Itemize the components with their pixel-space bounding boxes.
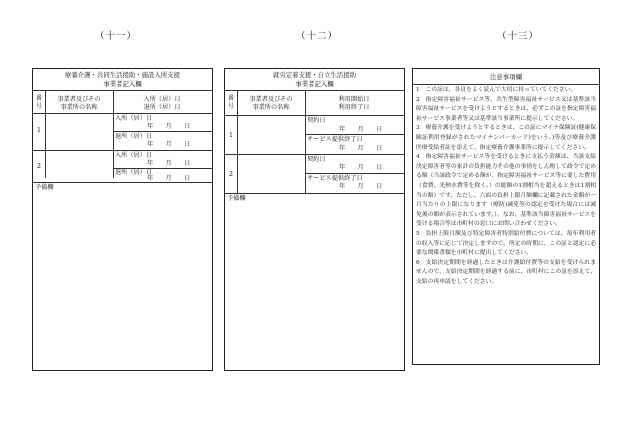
panel-11 bbox=[32, 68, 213, 371]
notes-list bbox=[416, 86, 596, 287]
panel-12-col-in: 利用開始日 bbox=[338, 96, 370, 103]
panel-11-row2-in-date: 年 月 日 bbox=[147, 160, 191, 167]
panel-12-row2-in: 契約日 bbox=[307, 156, 326, 163]
panel-12 bbox=[224, 68, 405, 371]
panel-11-col-name-1: 事業者及びその bbox=[57, 96, 101, 103]
panel-11-col-out: 退所（居）日 bbox=[143, 104, 181, 111]
panel-13 bbox=[412, 68, 600, 365]
panel-11-row1-in-date: 年 月 日 bbox=[147, 123, 191, 130]
panel-12-number: （十二） bbox=[296, 31, 339, 42]
panel-11-col-in: 入所（居）日 bbox=[143, 96, 181, 103]
panel-11-row2-out-date: 年 月 日 bbox=[147, 175, 191, 182]
note-3: 3 療養介護を受けようとするときは、この証にマイナ保険証(健康保険証利用登録がされたマイナンバーカード)をいう。)等及び療養介護医療受給者証を添えて、指定療養介護事業所に提示してください。 bbox=[416, 125, 596, 151]
panel-11-row2-out: 退所（居）日 bbox=[115, 169, 153, 176]
note-2: 2 指定障害福祉サービス等、共生型障害福祉サービス又は基準該当障害福祉サービスを受けようとするときは、必ずこの証を指定障害福祉サービス事業者等又は基準該当事業所に提示してください。 bbox=[416, 96, 596, 122]
panel-11-title-line2: 事業者記入欄 bbox=[103, 80, 142, 88]
panel-12-row1-in-date: 年 月 日 bbox=[339, 126, 383, 133]
panel-12-row2-no: 2 bbox=[229, 171, 233, 178]
panel-11-col-name-2: 事業所の名称 bbox=[60, 104, 98, 111]
panel-12-col-num: 番号 bbox=[227, 95, 235, 110]
panel-11-row1-out-date: 年 月 日 bbox=[147, 141, 191, 148]
panel-11-number: （十一） bbox=[95, 31, 138, 42]
panel-12-col-name-2: 事業所の名称 bbox=[252, 104, 290, 111]
panel-12-title-line1: 就労定着支援・自立生活援助 bbox=[272, 71, 357, 79]
note-1: 1 この証は、各頁をよく読んで大切に持っていてください。 bbox=[416, 87, 577, 93]
panel-12-row1-no: 1 bbox=[229, 132, 233, 139]
panel-11-row1-out: 退所（居）日 bbox=[115, 133, 153, 140]
panel-12-col-name-1: 事業者及びその bbox=[249, 96, 293, 103]
panel-12-row1-out: サービス提供終了日 bbox=[307, 136, 363, 143]
panel-12-col-out: 利用終了日 bbox=[338, 104, 370, 111]
panel-12-row2-out: サービス提供終了日 bbox=[307, 175, 363, 182]
panel-11-title-line1: 療養介護・共同生活援助・施設入所支援 bbox=[64, 71, 181, 79]
note-5: 5 負担上限月額及び特定障害者特別給付費については、毎年利用者の収入等に応じて決定しますので、所定の時期に、この証と認定に必要な関係書類を市町村に提出してください。 bbox=[416, 230, 596, 257]
panel-13-title: 注意事項欄 bbox=[490, 73, 522, 81]
note-4: 4 指定障害福祉サービス等を受けるときに支払う金額は、当該支給決定障害者等の家計の負担能力その他の事情をしん酌して政令で定める額（当該政令で定める額が、指定障害福祉サービス等に要した費用（食費、光熱水費等を除く。）の総額の1割相当を超えるときは1割相当の額）です。ただし、六面の負担上限月額欄に記載された金額が一月当たりの上限になります（療防)減免等の認定を受けた場合には減免後の額が表示されています。）。なお、基準該当障害福祉サービスを受ける場合等は市町村の窓口にお問い合わせください。 bbox=[416, 154, 596, 228]
panel-12-row1-in: 契約日 bbox=[307, 117, 326, 124]
panel-11-row1-no: 1 bbox=[37, 127, 41, 134]
panel-11-row2-in: 入所（居）日 bbox=[115, 152, 153, 159]
panel-11-remarks-label: 予備欄 bbox=[35, 184, 54, 191]
panel-12-row2-out-date: 年 月 日 bbox=[339, 183, 383, 190]
panel-12-remarks-label: 予備欄 bbox=[227, 195, 246, 202]
panel-11-row2-no: 2 bbox=[37, 163, 41, 170]
note-6: 6 支給決定期間を経過したときは介護給付費等の支給を受けられませんので、支給決定期間を経過する前に、市町村にこの証を添えて、支給の再申請をしてください。 bbox=[416, 259, 596, 285]
panel-11-row1-in: 入所（居）日 bbox=[115, 115, 153, 122]
panel-12-row1-out-date: 年 月 日 bbox=[339, 145, 383, 152]
panel-11-col-num: 番号 bbox=[35, 95, 43, 110]
panel-12-title-line2: 事業者記入欄 bbox=[295, 80, 334, 88]
panel-12-row2-in-date: 年 月 日 bbox=[339, 164, 383, 171]
panel-13-number: （十三） bbox=[497, 31, 540, 42]
